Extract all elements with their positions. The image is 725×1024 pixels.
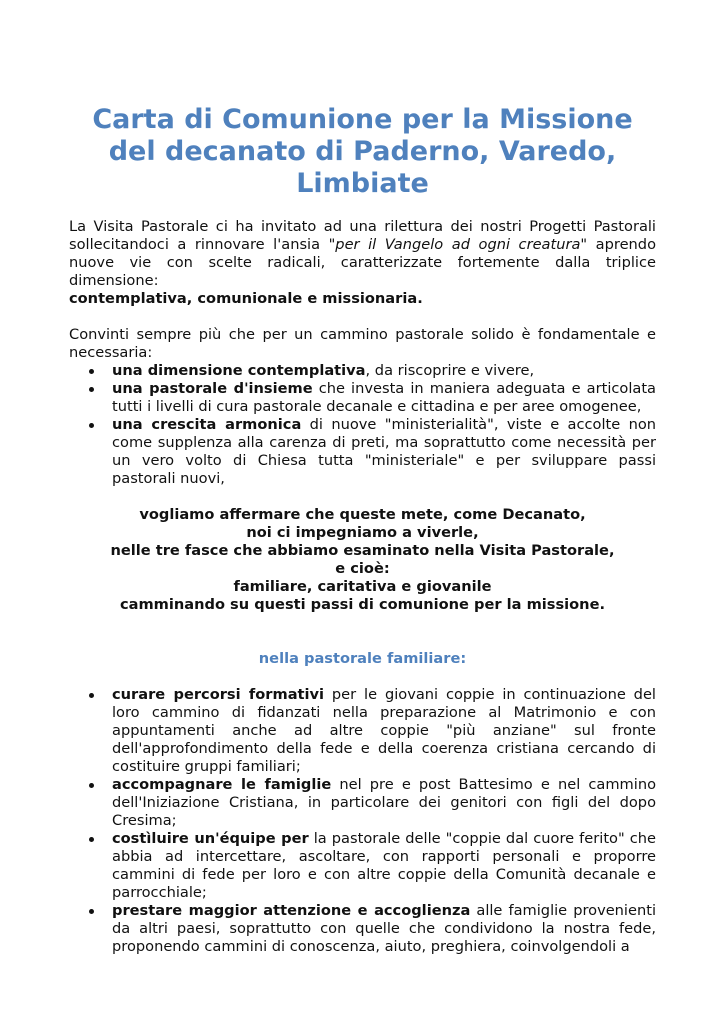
familiare-list (69, 686, 656, 956)
document-page (69, 104, 656, 956)
commitment-line: nelle tre fasce che abbiamo esaminato nella Visita Pastorale, (110, 542, 615, 559)
intro-quote: "per il Vangelo ad ogni creatura" (328, 236, 588, 253)
list-item: costìluire un'équipe per la pastorale delle "coppie dal cuore ferito" che abbia ad intercettare, ascoltare, con rapporti personali e proporre cammini di fede per loro e con altre coppie della Comunità decanale e parrocchiale; (112, 830, 656, 901)
commitment-line: camminando su questi passi di comunione per la missione. (119, 596, 606, 613)
intro-dimensions: contemplativa, comunionale e missionaria. (69, 290, 423, 307)
document-title (69, 104, 656, 200)
title-line: Limbiate (296, 168, 429, 199)
list-item: curare percorsi formativi per le giovani coppie in continuazione del loro cammino di fidanzati nella preparazione al Matrimonio e con appuntamenti anche ad altre coppie "più anziane" sul fronte dell'approfondimento della fede e della coerenza cristiana cercando di costituire gruppi familiari; (112, 686, 656, 775)
list-item: una pastorale d'insieme che investa in maniera adeguata e articolata tutti i livelli di cura pastorale decanale e cittadina e per aree omogenee, (112, 380, 656, 415)
commitment-line: noi ci impegniamo a viverle, (246, 524, 479, 541)
list-item: accompagnare le famiglie nel pre e post Battesimo e nel cammino dell'Iniziazione Cristiana, in particolare dei genitori con figli del dopo Cresima; (112, 776, 656, 829)
commitment-line: familiare, caritativa e giovanile (233, 578, 492, 595)
convinced-list (69, 362, 656, 488)
convinced-paragraph: Convinti sempre più che per un cammino pastorale solido è fondamentale e necessaria: (69, 326, 656, 361)
commitment-line: vogliamo affermare che queste mete, come Decanato, (139, 506, 586, 523)
title-line: Carta di Comunione per la Missione (92, 104, 633, 135)
commitment-line: e cioè: (335, 560, 390, 577)
list-item: una crescita armonica di nuove "ministerialità", viste e accolte non come supplenza alla carenza di preti, ma soprattutto come necessità per un vero volto di Chiesa tutta "ministeriale" e per sviluppare passi pastorali nuovi, (112, 416, 656, 487)
commitment-block (69, 506, 656, 614)
list-item: una dimensione contemplativa, da riscoprire e vivere, (112, 362, 656, 380)
section-heading-familiare: nella pastorale familiare: (258, 650, 467, 667)
title-line: del decanato di Paderno, Varedo, (108, 136, 617, 167)
list-item: prestare maggior attenzione e accoglienza alle famiglie provenienti da altri paesi, soprattutto con quelle che condividono la nostra fede, proponendo cammini di conoscenza, aiuto, preghiera, coinvolgendoli a (112, 902, 656, 955)
intro-paragraph: La Visita Pastorale ci ha invitato ad una rilettura dei nostri Progetti Pastorali sollecitandoci a rinnovare l'ansia "per il Vangelo ad ogni creatura" aprendo nuove vie con scelte radicali, caratterizzate fortemente dalla triplice dimensione: (69, 218, 656, 289)
